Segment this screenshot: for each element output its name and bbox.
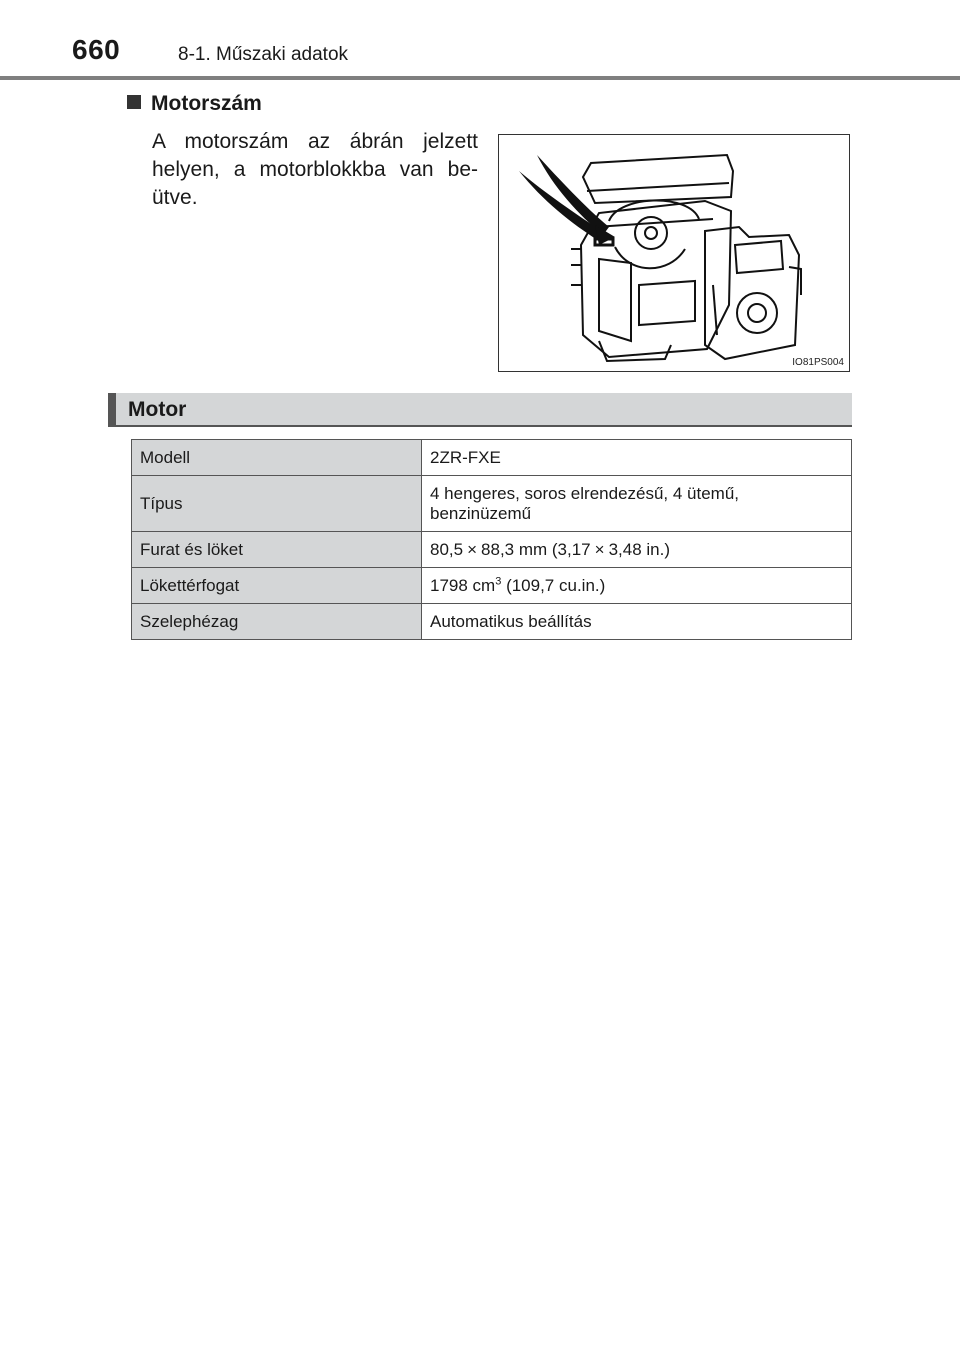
motor-section-heading <box>108 393 852 427</box>
figure-code: IO81PS004 <box>792 357 844 368</box>
engine-drawing-icon <box>499 135 850 372</box>
row-value: 2ZR-FXE <box>422 440 852 476</box>
row-label: Típus <box>132 476 422 532</box>
engine-number-heading-text: Motorszám <box>151 92 262 115</box>
table-row <box>132 532 852 568</box>
times-symbol: × <box>594 539 605 559</box>
engine-number-heading <box>127 92 262 116</box>
displacement-inch-value: (109,7 cu.in.) <box>506 575 606 595</box>
row-label: Furat és löket <box>132 532 422 568</box>
header-rule <box>0 76 960 80</box>
displacement-value: 1798 cm <box>430 575 496 595</box>
square-bullet-icon <box>127 95 141 109</box>
table-row <box>132 440 852 476</box>
row-value <box>422 568 852 604</box>
stroke-value: 88,3 mm (3,17 <box>481 539 591 559</box>
displacement-exponent: 3 <box>495 574 502 587</box>
table-row <box>132 604 852 640</box>
table-row <box>132 476 852 532</box>
chapter-title: 8-1. Műszaki adatok <box>178 44 349 65</box>
motor-section-title: Motor <box>128 398 187 421</box>
type-value-line-1: 4 hengeres, soros elrendezésű, 4 ütemű, <box>430 483 740 503</box>
motor-spec-table <box>131 439 852 640</box>
row-value <box>422 476 852 532</box>
row-label: Szelephézag <box>132 604 422 640</box>
row-value <box>422 532 852 568</box>
bore-value: 80,5 <box>430 539 464 559</box>
engine-illustration <box>498 134 850 372</box>
times-symbol: × <box>467 539 478 559</box>
page-header <box>0 0 960 80</box>
row-label: Lökettérfogat <box>132 568 422 604</box>
type-value-line-2: benzinüzemű <box>430 503 532 523</box>
row-label: Modell <box>132 440 422 476</box>
stroke-inch-value: 3,48 in.) <box>608 539 671 559</box>
engine-number-text: A motorszám az ábrán jelzett helyen, a motorblokkba van be- ütve. <box>152 130 478 209</box>
row-value: Automatikus beállítás <box>422 604 852 640</box>
table-row <box>132 568 852 604</box>
page-number: 660 <box>72 34 121 65</box>
